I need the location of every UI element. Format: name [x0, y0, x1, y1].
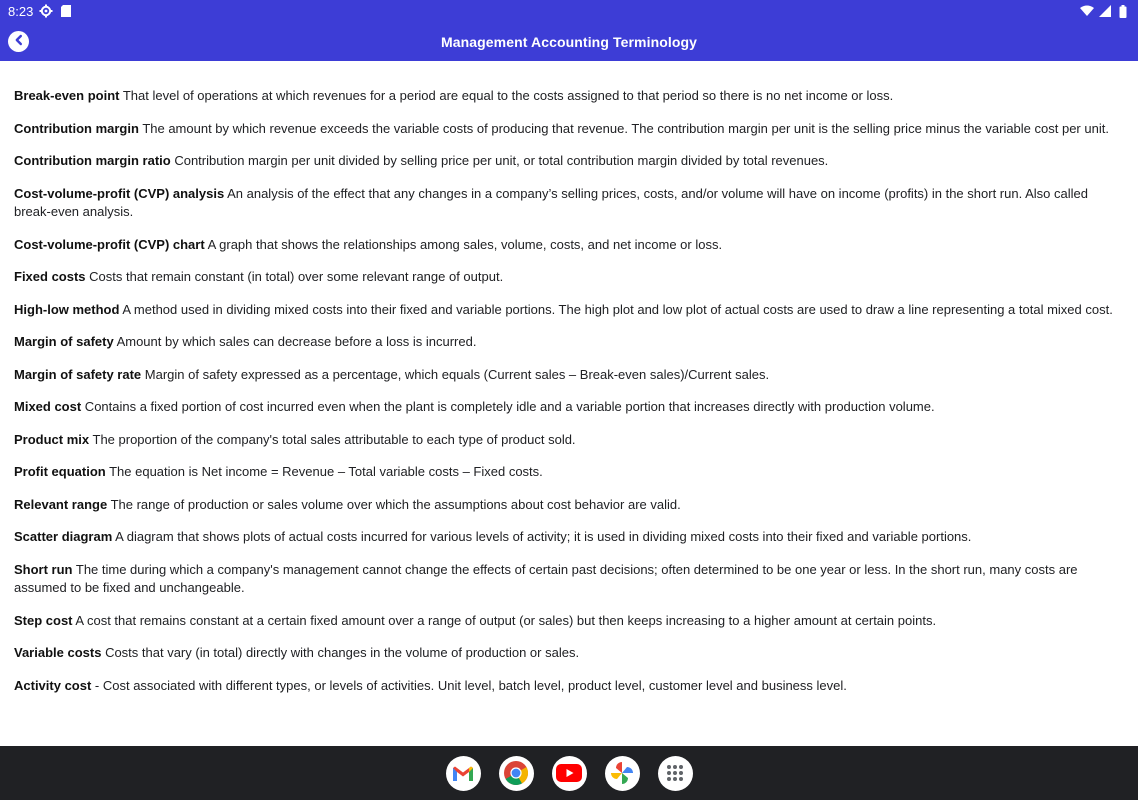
term-label: Activity cost — [14, 677, 92, 693]
status-bar — [0, 0, 1138, 22]
term-entry-margin-of-safety — [14, 333, 1124, 352]
terminology-list[interactable] — [0, 61, 1138, 746]
term-label: Cost-volume-profit (CVP) chart — [14, 236, 205, 252]
term-entry-margin-of-safety-rate — [14, 366, 1124, 385]
term-entry-product-mix — [14, 431, 1124, 450]
term-label: Contribution margin — [14, 120, 139, 136]
term-definition: A method used in dividing mixed costs into their fixed and variable portions. The high plot and low plot of actual costs are used to draw a line representing a total mixed cost. — [119, 301, 1113, 317]
term-label: Step cost — [14, 612, 73, 628]
term-definition: Amount by which sales can decrease before a loss is incurred. — [113, 334, 477, 349]
term-entry-cvp-analysis — [14, 185, 1124, 222]
gmail-icon[interactable] — [446, 756, 481, 791]
term-definition: A cost that remains constant at a certain fixed amount over a range of output (or sales) but then keeps increasing to a higher amount at certain points. — [72, 612, 937, 628]
term-definition: - Cost associated with different types, or levels of activities. Unit level, batch level, product level, customer level and business level. — [91, 677, 847, 693]
term-label: Break-even point — [14, 88, 120, 103]
term-definition: That level of operations at which revenues for a period are equal to the costs assigned to that period so there is no net income or loss. — [119, 88, 894, 103]
term-definition: Contains a fixed portion of cost incurred even when the plant is completely idle and a variable portion that increases directly with production volume. — [81, 399, 935, 414]
term-label: Product mix — [14, 431, 90, 447]
page-title: Management Accounting Terminology — [440, 33, 698, 50]
term-definition: The time during which a company's management cannot change the effects of certain past decisions; often determined to be one year or less. In the short run, many costs are assumed to be fixed and unchangeable. — [14, 561, 1078, 595]
wifi-icon — [1080, 4, 1094, 18]
taskbar-dock — [0, 746, 1138, 800]
chevron-left-icon — [13, 33, 25, 51]
signal-icon — [1098, 4, 1112, 18]
term-label: Margin of safety rate — [14, 366, 142, 382]
battery-icon — [1116, 4, 1130, 18]
term-definition: A diagram that shows plots of actual costs incurred for various levels of activity; it is used in dividing mixed costs into their fixed and variable portions. — [112, 529, 972, 544]
sd-card-icon — [59, 4, 73, 18]
term-entry-break-even-point — [14, 87, 1124, 106]
term-entry-cvp-chart — [14, 236, 1124, 255]
term-entry-mixed-cost — [14, 398, 1124, 417]
back-button[interactable] — [8, 31, 29, 52]
term-definition: An analysis of the effect that any changes in a company’s selling prices, costs, and/or volume will have on income (profits) in the short run. Also called break-even analysis. — [14, 185, 1088, 219]
term-entry-scatter-diagram — [14, 528, 1124, 547]
app-drawer-icon[interactable] — [658, 756, 693, 791]
term-label: Fixed costs — [14, 269, 86, 284]
term-definition: The amount by which revenue exceeds the variable costs of producing that revenue. The contribution margin per unit is the selling price minus the variable cost per unit. — [138, 120, 1109, 136]
term-entry-fixed-costs — [14, 268, 1124, 287]
status-bar-left — [8, 4, 73, 19]
term-entry-high-low-method — [14, 301, 1124, 320]
term-label: Mixed cost — [14, 399, 82, 414]
term-entry-step-cost — [14, 612, 1124, 631]
term-label: Variable costs — [14, 645, 102, 660]
settings-gear-icon — [39, 4, 53, 18]
term-definition: The equation is Net income = Revenue – Total variable costs – Fixed costs. — [105, 464, 543, 479]
term-definition: The range of production or sales volume over which the assumptions about cost behavior are valid. — [107, 496, 681, 512]
term-entry-contribution-margin — [14, 120, 1124, 139]
term-label: Profit equation — [14, 464, 106, 479]
app-bar — [0, 22, 1138, 61]
term-label: High-low method — [14, 301, 120, 317]
term-label: Margin of safety — [14, 334, 114, 349]
status-time: 8:23 — [8, 3, 34, 19]
term-label: Short run — [14, 561, 73, 577]
term-entry-short-run — [14, 561, 1124, 598]
term-entry-variable-costs — [14, 644, 1124, 663]
term-entry-activity-cost — [14, 677, 1124, 696]
term-definition: A graph that shows the relationships among sales, volume, costs, and net income or loss. — [204, 236, 723, 252]
status-bar-right — [1080, 4, 1130, 18]
term-definition: Costs that vary (in total) directly with changes in the volume of production or sales. — [101, 645, 580, 660]
youtube-icon[interactable] — [552, 756, 587, 791]
term-entry-profit-equation — [14, 463, 1124, 482]
term-entry-contribution-margin-ratio — [14, 152, 1124, 171]
term-definition: Costs that remain constant (in total) over some relevant range of output. — [85, 269, 504, 284]
photos-icon[interactable] — [605, 756, 640, 791]
term-label: Relevant range — [14, 496, 108, 512]
term-definition: The proportion of the company's total sales attributable to each type of product sold. — [89, 431, 576, 447]
term-label: Contribution margin ratio — [14, 153, 171, 168]
term-label: Cost-volume-profit (CVP) analysis — [14, 185, 225, 201]
term-entry-relevant-range — [14, 496, 1124, 515]
term-definition: Contribution margin per unit divided by selling price per unit, or total contribution margin divided by total revenues. — [170, 153, 829, 168]
term-label: Scatter diagram — [14, 529, 113, 544]
chrome-icon[interactable] — [499, 756, 534, 791]
term-definition: Margin of safety expressed as a percentage, which equals (Current sales – Break-even sales)/Current sales. — [141, 366, 770, 382]
